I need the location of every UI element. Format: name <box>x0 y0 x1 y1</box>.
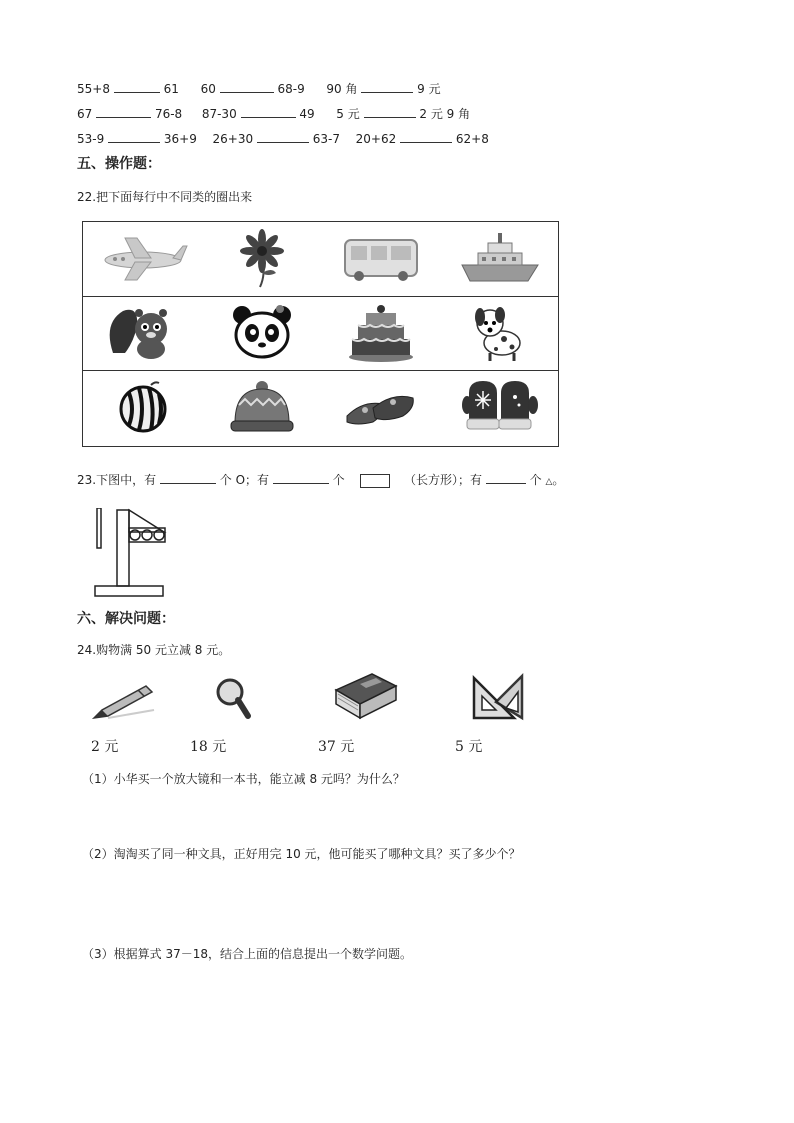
shape-figure <box>92 508 172 600</box>
panda-icon[interactable] <box>202 296 321 370</box>
expr: 87-30 <box>201 107 237 121</box>
expr: 36+9 <box>163 132 197 146</box>
rectangle-icon <box>360 474 390 488</box>
book-icon <box>332 668 400 724</box>
expr: 67 <box>77 107 93 121</box>
shoes-icon[interactable] <box>321 370 440 444</box>
rectangle-count-blank[interactable] <box>273 471 329 484</box>
section-6-title: 六、解决问题： <box>77 611 175 627</box>
expr: 60 <box>200 82 216 96</box>
grid-row-1 <box>83 222 558 297</box>
knit-hat-icon[interactable] <box>202 370 321 444</box>
price-pencil: 2 元 <box>91 739 119 755</box>
expr: 26+30 <box>212 132 254 146</box>
question-22: 22.把下面每行中不同类的圈出来 <box>77 190 253 204</box>
expr: 76-8 <box>154 107 183 121</box>
expr: 55+8 <box>77 82 110 96</box>
answer-blank[interactable] <box>108 130 160 143</box>
answer-blank[interactable] <box>364 105 416 118</box>
mittens-icon[interactable] <box>440 370 559 444</box>
price-book: 37 元 <box>318 739 355 755</box>
expr: 68-9 <box>277 82 305 96</box>
bus-icon[interactable] <box>321 222 440 296</box>
section-5-title: 五、操作题： <box>77 156 161 172</box>
answer-blank[interactable] <box>220 80 274 93</box>
ship-icon[interactable] <box>440 222 559 296</box>
picture-grid <box>82 221 559 447</box>
price-magnifier: 18 元 <box>190 739 227 755</box>
question-24-3: （3）根据算式 37－18，结合上面的信息提出一个数学问题。 <box>82 947 412 961</box>
expr: 20+62 <box>355 132 397 146</box>
dog-icon[interactable] <box>440 296 559 370</box>
expr: 53-9 <box>77 132 105 146</box>
question-24-1: （1）小华买一个放大镜和一本书，能立减 8 元吗？为什么？ <box>82 772 405 786</box>
expr: 61 <box>163 82 179 96</box>
expr: 5 元 <box>336 107 360 121</box>
answer-blank[interactable] <box>257 130 309 143</box>
question-24-2: （2）淘淘买了同一种文具，正好用完 10 元，他可能买了哪种文具？买了多少个？ <box>82 847 521 861</box>
expr: 9 元 <box>417 82 441 96</box>
price-set-square: 5 元 <box>455 739 483 755</box>
triangle-count-blank[interactable] <box>486 471 526 484</box>
grid-row-2 <box>83 296 558 371</box>
question-24: 24.购物满 50 元立减 8 元。 <box>77 643 231 657</box>
circle-count-blank[interactable] <box>160 471 216 484</box>
pencil-icon <box>88 680 158 724</box>
airplane-icon[interactable] <box>83 222 202 296</box>
expr: 90 角 <box>326 82 358 96</box>
answer-blank[interactable] <box>400 130 452 143</box>
compare-row-3 <box>77 130 489 147</box>
answer-blank[interactable] <box>114 80 160 93</box>
triangle-symbol: △ <box>545 477 553 487</box>
answer-blank[interactable] <box>361 80 413 93</box>
cake-icon[interactable] <box>321 296 440 370</box>
compare-row-1 <box>77 80 441 97</box>
expr: 49 <box>299 107 315 121</box>
question-23: 23.下图中，有 个 O；有 个 （长方形）；有 个 △。 <box>77 473 565 487</box>
watermelon-icon[interactable] <box>83 370 202 444</box>
magnifier-icon <box>214 676 254 722</box>
grid-row-3 <box>83 370 558 444</box>
squirrel-icon[interactable] <box>83 296 202 370</box>
compare-row-2 <box>77 105 470 122</box>
expr: 2 元 9 角 <box>419 107 471 121</box>
set-square-icon <box>470 672 526 722</box>
answer-blank[interactable] <box>96 105 151 118</box>
answer-blank[interactable] <box>241 105 296 118</box>
expr: 62+8 <box>455 132 489 146</box>
flower-icon[interactable] <box>202 222 321 296</box>
expr: 63-7 <box>312 132 340 146</box>
